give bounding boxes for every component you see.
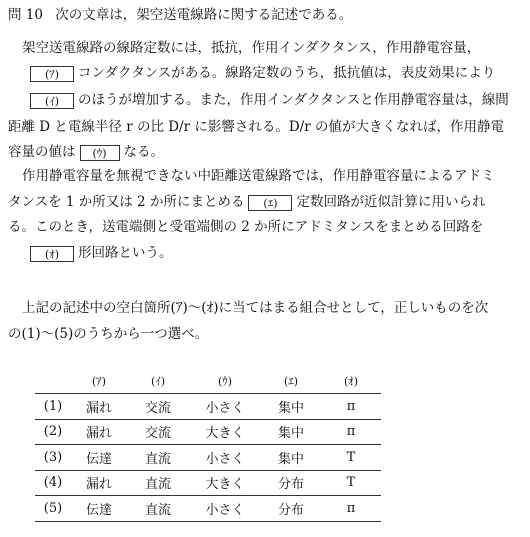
cell-e: 集中 xyxy=(277,400,304,416)
blank-i: (ｲ) xyxy=(30,93,74,109)
cell-i: 直流 xyxy=(144,451,171,467)
line-5-text-a: 容量の値は xyxy=(8,144,76,160)
cell-a: 伝達 xyxy=(85,451,112,467)
line-7-text-a: タンスを 1 か所又は 2 か所にまとめる xyxy=(8,194,245,210)
paragraph-2-line-4 xyxy=(30,244,173,262)
question-intro: 次の文章は，架空送電線路に関する記述である。 xyxy=(55,7,353,23)
paragraph-1-line-3 xyxy=(30,91,509,109)
line-9-text: 形回路という。 xyxy=(78,245,173,261)
cell-o: π xyxy=(346,398,356,414)
cell-i: 直流 xyxy=(144,477,171,493)
question-number: 問 10 xyxy=(8,7,43,23)
choice-number: (4) xyxy=(43,475,63,491)
header-choice xyxy=(35,369,71,394)
line-3-text: のほうが増加する。また，作用インダクタンスと作用静電容量は，線間 xyxy=(78,92,509,108)
cell-o: π xyxy=(346,500,356,516)
cell-u: 小さく xyxy=(205,451,245,467)
table-row xyxy=(35,419,381,445)
cell-u: 大きく xyxy=(205,477,245,493)
paragraph-1-line-4: 距離 D と電線半径 r の比 D/r に影響される。D/r の値が大きくなれば，作用静電 xyxy=(8,119,504,135)
table-row xyxy=(35,496,381,522)
table-row xyxy=(35,470,381,496)
cell-a: 漏れ xyxy=(85,400,112,416)
paragraph-1-line-5 xyxy=(8,143,164,161)
cell-e: 集中 xyxy=(277,451,304,467)
header-o: (ｵ) xyxy=(343,375,359,388)
line-7-text-b: 定数回路が近似計算に用いられ xyxy=(296,194,486,210)
cell-o: T xyxy=(346,475,356,491)
table-row xyxy=(35,445,381,471)
header-a: (ｱ) xyxy=(91,375,107,388)
header-i: (ｲ) xyxy=(150,375,166,388)
choice-number: (1) xyxy=(43,398,63,414)
paragraph-2-line-1: 作用静電容量を無視できない中距離送電線路では，作用静電容量によるアドミ xyxy=(22,168,495,184)
instruction-line-1: 上記の記述中の空白箇所(ｱ)～(ｵ)に当てはまる組合せとして，正しいものを次 xyxy=(22,300,489,316)
cell-a: 漏れ xyxy=(85,477,112,493)
cell-e: 分布 xyxy=(277,477,304,493)
choice-number: (2) xyxy=(43,424,63,440)
paragraph-2-line-3: る。このとき，送電端側と受電端側の 2 か所にアドミタンスをまとめる回路を xyxy=(8,219,484,235)
cell-a: 漏れ xyxy=(85,426,112,442)
choice-number: (5) xyxy=(43,500,63,516)
blank-o: (ｵ) xyxy=(30,246,74,262)
cell-u: 小さく xyxy=(205,400,245,416)
question-heading xyxy=(8,6,352,24)
header-u: (ｳ) xyxy=(217,375,233,388)
answer-table xyxy=(35,369,381,522)
cell-a: 伝達 xyxy=(85,502,112,518)
instruction-line-2: の(1)～(5)のうちから一つ選べ。 xyxy=(8,326,209,342)
cell-o: T xyxy=(346,449,356,465)
paragraph-1-line-2 xyxy=(30,64,495,82)
paragraph-2-line-2 xyxy=(8,193,485,211)
cell-i: 交流 xyxy=(144,400,171,416)
cell-e: 集中 xyxy=(277,426,304,442)
cell-u: 小さく xyxy=(205,502,245,518)
cell-i: 交流 xyxy=(144,426,171,442)
table-header-row xyxy=(35,369,381,394)
blank-e: (ｴ) xyxy=(248,195,292,211)
paragraph-1-line-1: 架空送電線路の線路定数には，抵抗，作用インダクタンス，作用静電容量， xyxy=(22,40,481,56)
blank-a: (ｱ) xyxy=(30,66,74,82)
line-2-text: コンダクタンスがある。線路定数のうち，抵抗値は，表皮効果により xyxy=(78,65,496,81)
table-row xyxy=(35,394,381,420)
cell-e: 分布 xyxy=(277,502,304,518)
blank-u: (ｳ) xyxy=(80,145,120,161)
header-e: (ｴ) xyxy=(283,375,299,388)
line-5-text-b: なる。 xyxy=(123,144,164,160)
cell-u: 大きく xyxy=(205,426,245,442)
choice-number: (3) xyxy=(43,449,63,465)
cell-o: π xyxy=(346,424,356,440)
cell-i: 直流 xyxy=(144,502,171,518)
